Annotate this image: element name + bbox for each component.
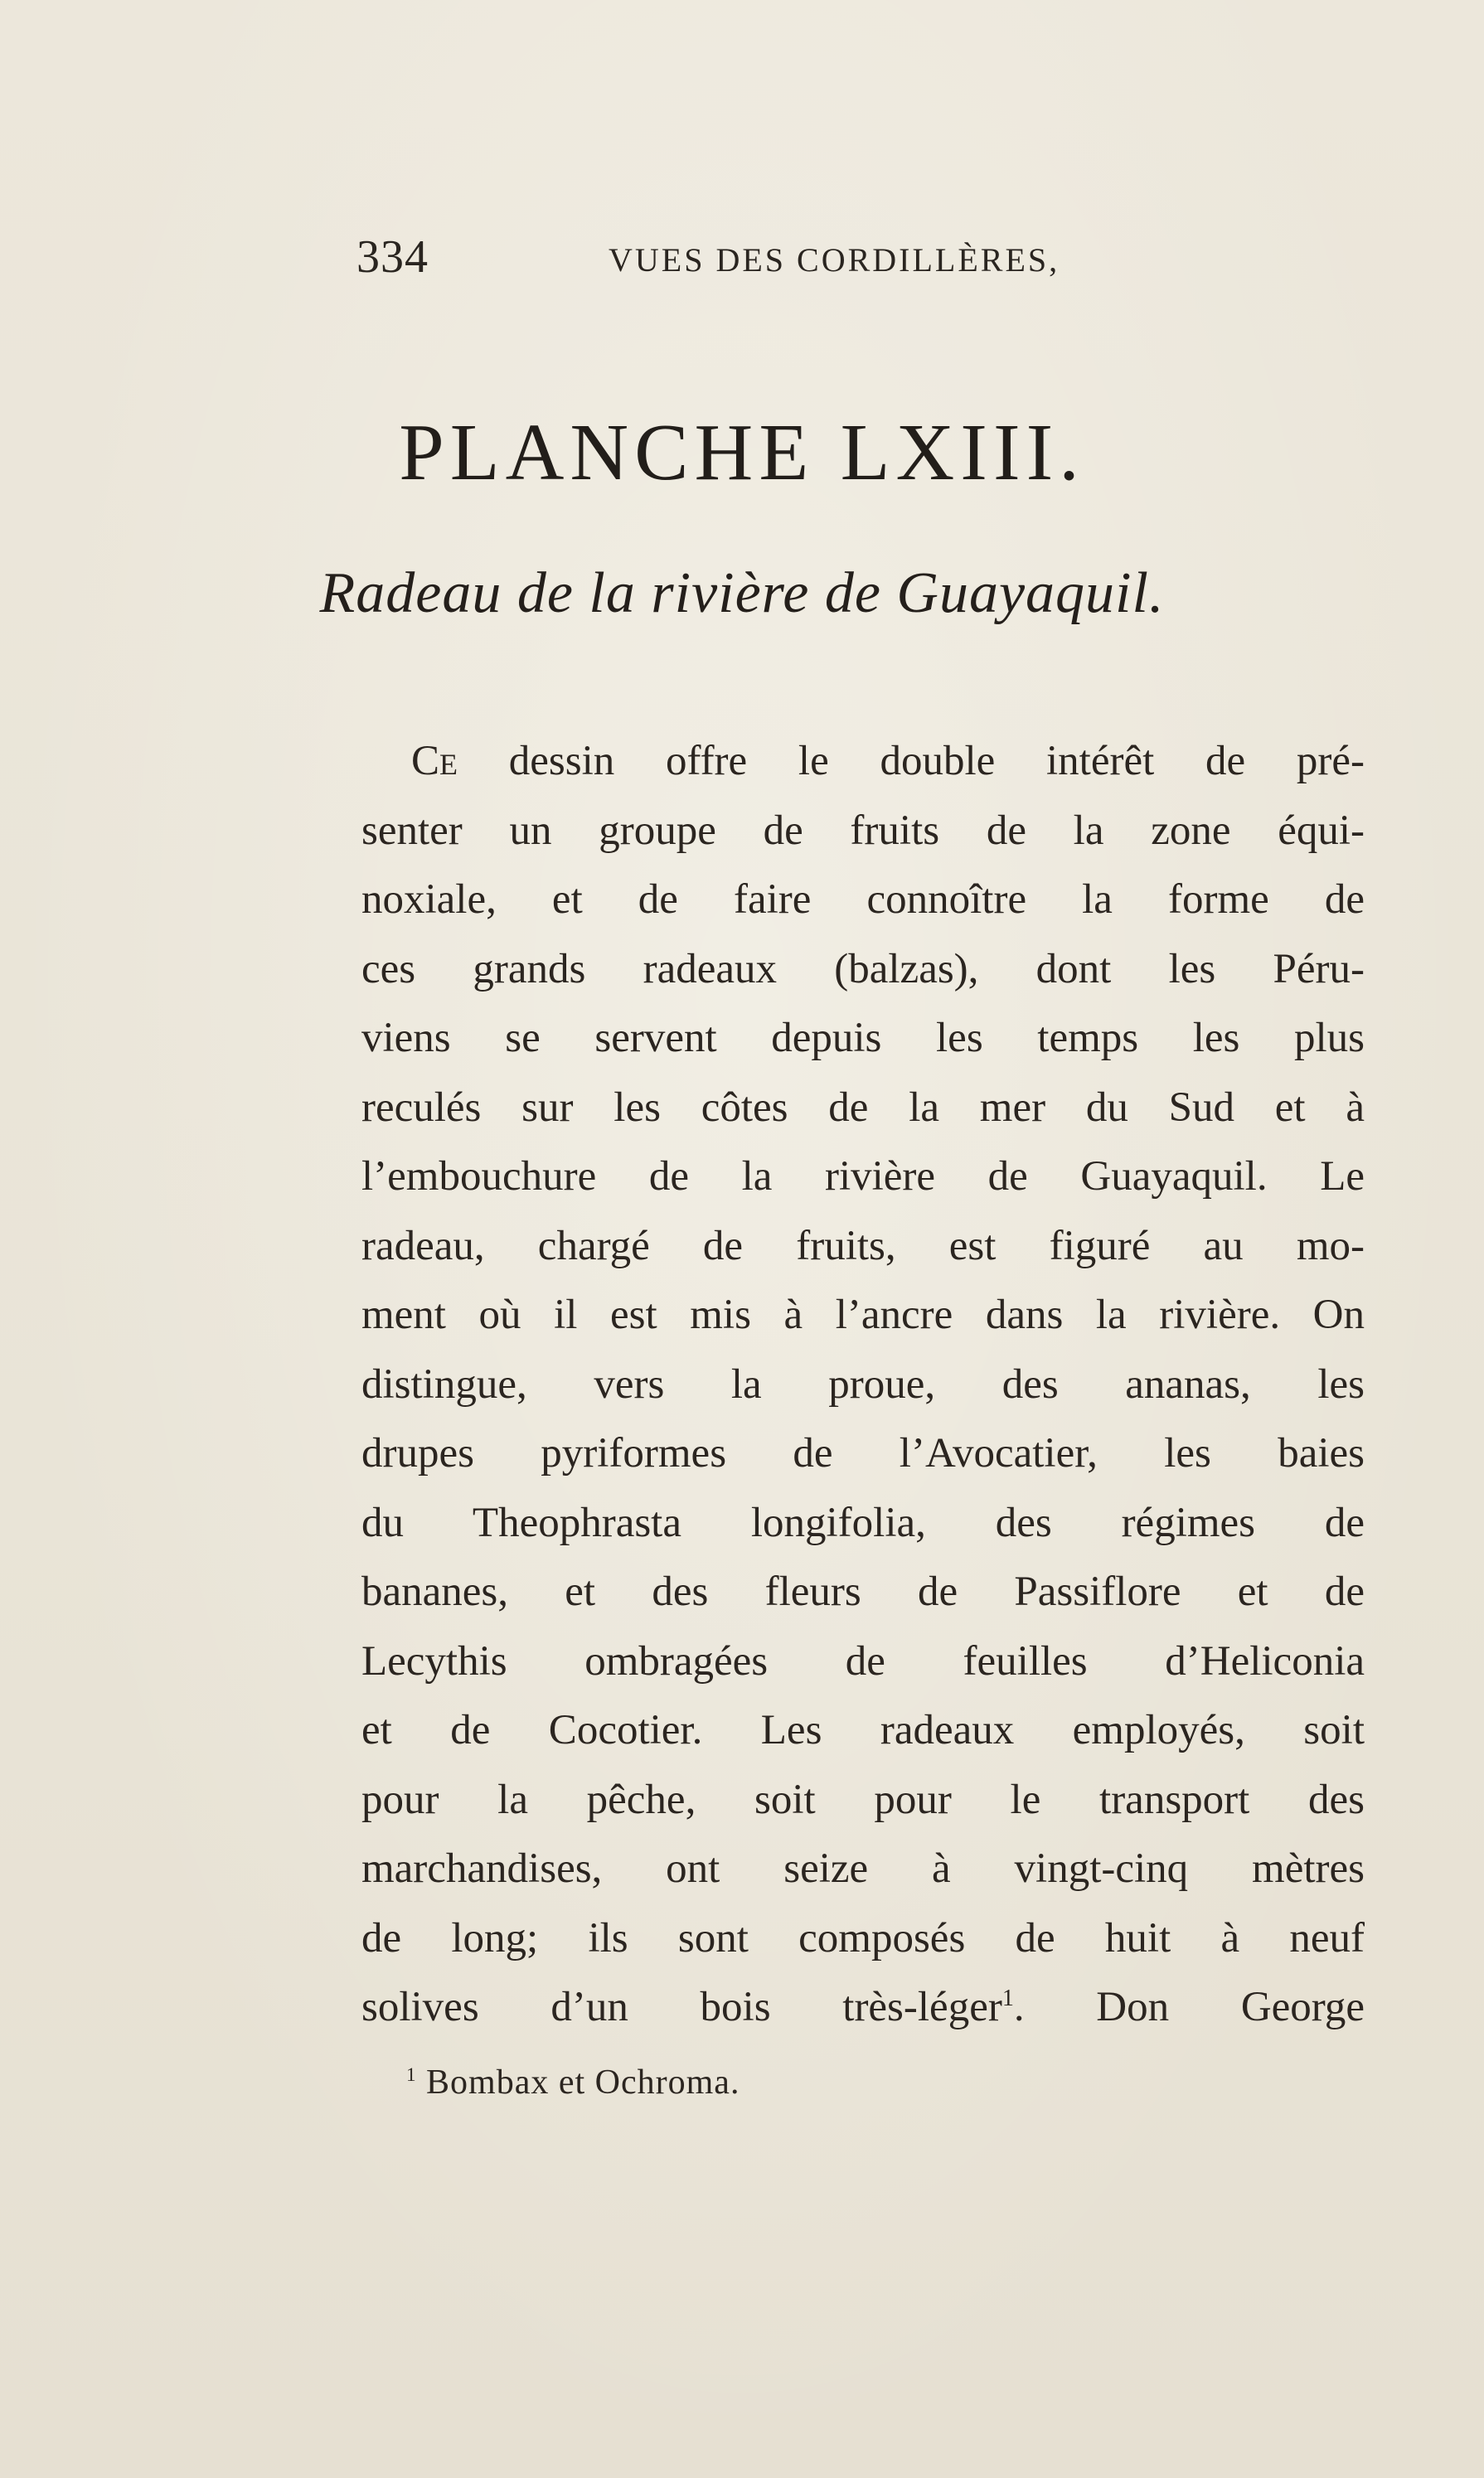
drop-initial: Ce [411,738,458,784]
page-number: 334 [356,231,429,283]
text-line: Lecythis ombragées de feuilles d’Heliconia [361,1637,1365,1685]
running-title: VUES DES CORDILLÈRES, [609,241,1060,279]
text-line: radeau, chargé de fruits, est figuré au mo- [361,1222,1365,1269]
text-line: drupes pyriformes de l’Avocatier, les baies [361,1430,1365,1477]
text-line: l’embouchure de la rivière de Guayaquil. Le [361,1153,1365,1200]
text-line: bananes, et des fleurs de Passiflore et de [361,1569,1365,1615]
text-line: de long; ils sont composés de huit à neuf [361,1914,1365,1962]
plate-subtitle: Radeau de la rivière de Guayaquil. [319,561,1165,625]
text-line: ces grands radeaux (balzas), dont les Péru- [361,945,1365,992]
footnote [406,2063,740,2102]
text-line: distingue, vers la proue, des ananas, les [361,1360,1365,1408]
text-line: reculés sur les côtes de la mer du Sud et à [361,1084,1365,1131]
body-paragraph [361,727,1365,2043]
footnote-marker: 1 [406,2063,417,2085]
text-line: noxiale, et de faire connoître la forme de [361,876,1365,923]
text-line: ment où il est mis à l’ancre dans la rivière. On [361,1292,1365,1338]
plate-heading: PLANCHE LXIII. [399,408,1085,497]
text-line: senter un groupe de fruits de la zone équi- [361,807,1365,854]
text-line: viens se servent depuis les temps les plus [361,1015,1365,1061]
text-line: du Theophrasta longifolia, des régimes de [361,1499,1365,1546]
running-head [356,230,1186,297]
text-line: pour la pêche, soit pour le transport des [361,1776,1365,1823]
text-line [361,727,1365,797]
text-line-content: dessin offre le double intérêt de pré- [458,738,1365,784]
footnote-reference[interactable]: 1 [1001,1986,1014,2011]
footnote-text: Bombax et Ochroma. [416,2063,740,2102]
text-line: marchandises, ont seize à vingt-cinq mètres [361,1845,1365,1892]
text-line-last [361,1973,1365,2043]
text-line: et de Cocotier. Les radeaux employés, soit [361,1707,1365,1753]
text-line-tail: . Don George [1013,1984,1365,2030]
text-line-content: solives d’un bois très-léger [361,1984,1002,2030]
